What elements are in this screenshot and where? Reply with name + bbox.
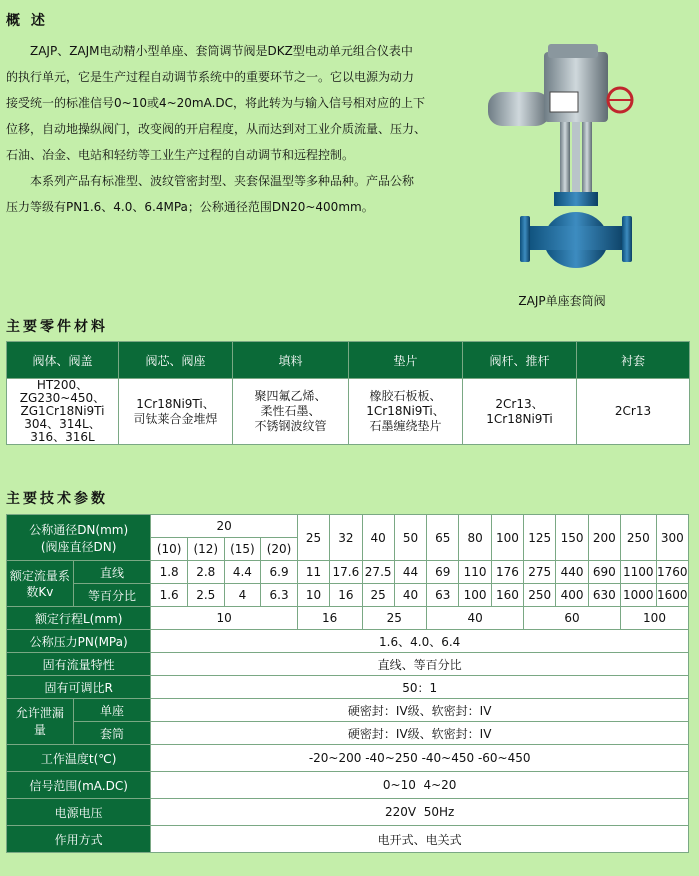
kv-linear-value: 1.8 xyxy=(151,561,188,584)
kv-eqp-value: 1600 xyxy=(656,584,688,607)
materials-header: 垫片 xyxy=(349,342,463,379)
overview-line: 压力等级有PN1.6、4.0、6.4MPa；公称通径范围DN20~400mm。 xyxy=(6,200,374,214)
kv-label: 额定流量系数Kv xyxy=(7,561,74,607)
kv-linear-row xyxy=(7,561,689,584)
single-value: 硬密封：IV级、软密封：IV xyxy=(151,699,689,722)
seat-label: (阀座直径DN) xyxy=(40,539,117,554)
kv-eqp-value: 6.3 xyxy=(261,584,298,607)
kv-eqp-value: 2.5 xyxy=(187,584,224,607)
overview-line: 接受统一的标准信号0~10或4~20mA.DC，将此转为与输入信号相对应的上下 xyxy=(6,96,426,110)
kv-linear-value: 1100 xyxy=(621,561,657,584)
kv-eqp-value: 16 xyxy=(330,584,362,607)
action-value: 电开式、电关式 xyxy=(151,826,689,853)
tech-title: 主要技术参数 xyxy=(6,491,108,507)
kv-eqp-value: 10 xyxy=(297,584,329,607)
overview-line: ZAJP、ZAJM电动精小型单座、套筒调节阀是DKZ型电动单元组合仪表中 xyxy=(30,44,413,58)
single-label: 单座 xyxy=(73,699,151,722)
kv-eqp-value: 63 xyxy=(427,584,459,607)
power-label: 电源电压 xyxy=(7,799,151,826)
materials-cell: HT200、 ZG230~450、 ZG1Cr18Ni9Ti 304、314L、 316、316L xyxy=(7,379,119,445)
overview-line: 的执行单元，它是生产过程自动调节系统中的重要环节之一。它以电源为动力 xyxy=(6,70,415,84)
product-caption: ZAJP单座套筒阀 xyxy=(518,294,606,308)
dn-label-cell xyxy=(7,515,151,561)
kv-linear-value: 440 xyxy=(556,561,588,584)
seat-dn-value: (12) xyxy=(187,538,224,561)
overview-text xyxy=(6,38,476,220)
stroke-row xyxy=(7,607,689,630)
signal-row xyxy=(7,772,689,799)
stroke-label: 额定行程L(mm) xyxy=(7,607,151,630)
overview-line: 位移，自动地操纵阀门，改变阀的开启程度，从而达到对工业介质流量、压力、 xyxy=(6,122,427,136)
materials-header: 阀杆、推杆 xyxy=(463,342,577,379)
dn20-cell: 20 xyxy=(151,515,298,538)
materials-header: 阀芯、阀座 xyxy=(119,342,233,379)
kv-linear-value: 2.8 xyxy=(187,561,224,584)
dn-value: 100 xyxy=(491,515,523,561)
materials-cell: 橡胶石板板、 1Cr18Ni9Ti、 石墨缠绕垫片 xyxy=(349,379,463,445)
flow-label: 固有流量特性 xyxy=(7,653,151,676)
materials-cell: 1Cr18Ni9Ti、 司钛莱合金堆焊 xyxy=(119,379,233,445)
kv-linear-value: 11 xyxy=(297,561,329,584)
stroke-value: 40 xyxy=(427,607,524,630)
kv-linear-value: 4.4 xyxy=(224,561,261,584)
dn-value: 80 xyxy=(459,515,491,561)
stroke-value: 16 xyxy=(297,607,362,630)
power-value: 220V 50Hz xyxy=(151,799,689,826)
kv-linear-value: 69 xyxy=(427,561,459,584)
kv-linear-value: 44 xyxy=(394,561,426,584)
kv-eqp-value: 400 xyxy=(556,584,588,607)
kv-eqp-value: 1000 xyxy=(621,584,657,607)
stroke-value: 25 xyxy=(362,607,427,630)
action-row xyxy=(7,826,689,853)
kv-eqp-value: 25 xyxy=(362,584,394,607)
kv-eqp-row xyxy=(7,584,689,607)
temp-label: 工作温度t(℃) xyxy=(7,745,151,772)
dn-row xyxy=(7,515,689,538)
stroke-value: 100 xyxy=(621,607,689,630)
materials-header: 填料 xyxy=(233,342,349,379)
kv-linear-value: 27.5 xyxy=(362,561,394,584)
pn-value: 1.6、4.0、6.4 xyxy=(151,630,689,653)
dn-value: 300 xyxy=(656,515,688,561)
overview-line: 石油、冶金、电站和轻纺等工业生产过程的自动调节和远程控制。 xyxy=(6,148,355,162)
action-label: 作用方式 xyxy=(7,826,151,853)
leak-single-row xyxy=(7,699,689,722)
valve-product-image xyxy=(486,44,634,284)
kv-eqp-value: 160 xyxy=(491,584,523,607)
flow-row xyxy=(7,653,689,676)
kv-eqp-value: 100 xyxy=(459,584,491,607)
dn-label: 公称通径DN(mm) xyxy=(29,522,129,537)
sleeve-value: 硬密封：IV级、软密封：IV xyxy=(151,722,689,745)
leak-sleeve-row xyxy=(7,722,689,745)
tech-table xyxy=(6,514,689,853)
kv-eqp-value: 4 xyxy=(224,584,261,607)
dn-value: 25 xyxy=(297,515,329,561)
dn-value: 65 xyxy=(427,515,459,561)
kv-linear-value: 176 xyxy=(491,561,523,584)
materials-header: 衬套 xyxy=(577,342,690,379)
sleeve-label: 套筒 xyxy=(73,722,151,745)
pn-row xyxy=(7,630,689,653)
stroke-value: 10 xyxy=(151,607,298,630)
overview-line: 本系列产品有标准型、波纹管密封型、夹套保温型等多种品种。产品公称 xyxy=(30,174,415,188)
stroke-value: 60 xyxy=(524,607,621,630)
dn-value: 200 xyxy=(588,515,620,561)
dn-value: 50 xyxy=(394,515,426,561)
power-row xyxy=(7,799,689,826)
overview-title: 概 述 xyxy=(6,13,48,29)
kv-linear-value: 1760 xyxy=(656,561,688,584)
kv-linear-value: 110 xyxy=(459,561,491,584)
kv-eqp-value: 250 xyxy=(524,584,556,607)
kv-eqp-value: 630 xyxy=(588,584,620,607)
materials-header: 阀体、阀盖 xyxy=(7,342,119,379)
seat-dn-value: (15) xyxy=(224,538,261,561)
seat-dn-value: (20) xyxy=(261,538,298,561)
materials-cell: 2Cr13、 1Cr18Ni9Ti xyxy=(463,379,577,445)
materials-cell: 2Cr13 xyxy=(577,379,690,445)
kv-linear-value: 275 xyxy=(524,561,556,584)
ratio-label: 固有可调比R xyxy=(7,676,151,699)
leak-label: 允许泄漏量 xyxy=(7,699,74,745)
dn-value: 32 xyxy=(330,515,362,561)
kv-linear-value: 6.9 xyxy=(261,561,298,584)
signal-value: 0~10 4~20 xyxy=(151,772,689,799)
pn-label: 公称压力PN(MPa) xyxy=(7,630,151,653)
materials-row xyxy=(7,379,690,445)
kv-linear-value: 690 xyxy=(588,561,620,584)
temp-row xyxy=(7,745,689,772)
kv-eqp-value: 1.6 xyxy=(151,584,188,607)
signal-label: 信号范围(mA.DC) xyxy=(7,772,151,799)
linear-label: 直线 xyxy=(73,561,151,584)
dn-value: 125 xyxy=(524,515,556,561)
temp-value: -20~200 -40~250 -40~450 -60~450 xyxy=(151,745,689,772)
ratio-row xyxy=(7,676,689,699)
materials-header-row xyxy=(7,342,690,379)
eqp-label: 等百分比 xyxy=(73,584,151,607)
dn-value: 250 xyxy=(621,515,657,561)
kv-eqp-value: 40 xyxy=(394,584,426,607)
ratio-value: 50：1 xyxy=(151,676,689,699)
materials-title: 主要零件材料 xyxy=(6,319,108,335)
materials-cell: 聚四氟乙烯、 柔性石墨、 不锈钢波纹管 xyxy=(233,379,349,445)
seat-dn-value: (10) xyxy=(151,538,188,561)
dn-value: 40 xyxy=(362,515,394,561)
dn-value: 150 xyxy=(556,515,588,561)
materials-table xyxy=(6,341,690,445)
flow-value: 直线、等百分比 xyxy=(151,653,689,676)
kv-linear-value: 17.6 xyxy=(330,561,362,584)
